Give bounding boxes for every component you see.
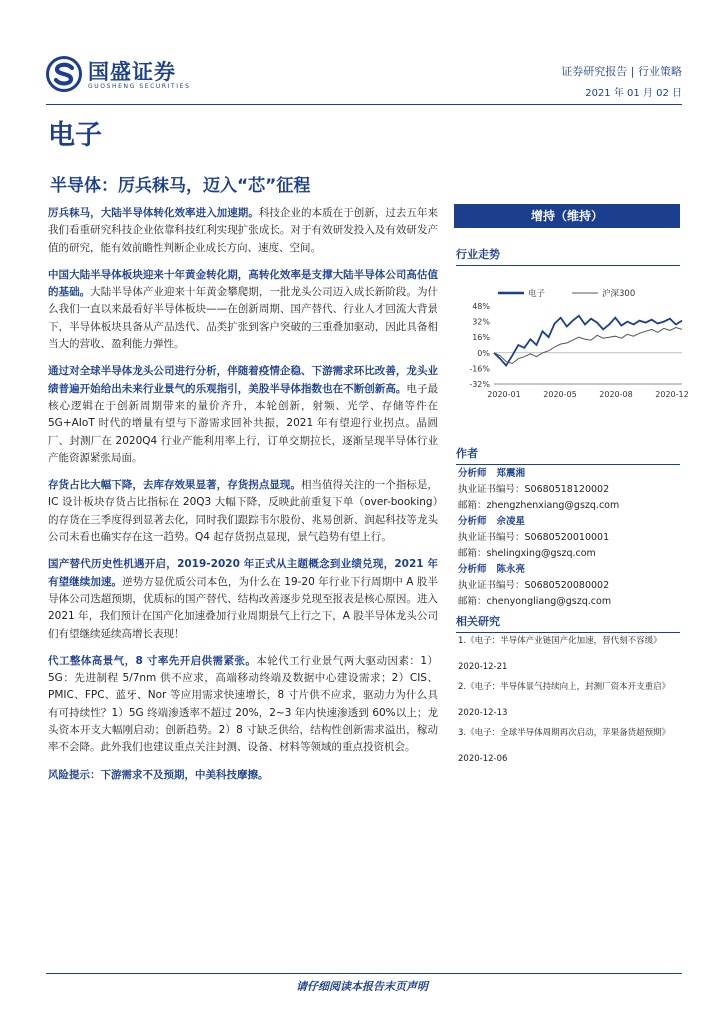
paragraph-3-text: 电子最核心逻辑在于创新周期带来的量价齐升，本轮创新，射频、光学、存储等件在 5G+AIoT 时代的增量有望与下游需求回补共振，2021 年有望迎行业拐点。晶圆厂、封测厂在 2020Q4 行业产能利用率上行，订单交期拉长，逐渐呈现半导体行业产能资源紧张局面。 <box>48 382 439 464</box>
industry-trend-chart <box>454 284 690 410</box>
logo-subtext: GUOSHENG SECURITIES <box>88 83 191 90</box>
y-tick-label: 48% <box>472 302 490 311</box>
analyst-card <box>458 514 682 562</box>
analyst-card <box>458 562 682 610</box>
paragraph-3-highlight: 通过对全球半导体龙头公司进行分析，伴随着疫情企稳、下游需求环比改善，龙头业绩普遍开始给出未来行业景气的乐观指引，美股半导体指数也在不断创新高。 <box>48 365 438 395</box>
related-date: 2020-12-21 <box>458 662 508 672</box>
paragraph-4-text: 相当值得关注的一个指标是，IC 设计板块存货占比指标在 20Q3 大幅下降，反映此前重复下单（over-booking）的存货在三季度得到显著去化，同时我们跟踪韦尔股份、兆易创新、润起科技等龙头公司未看也确实存在这一趋势。Q4 起存货拐点显现，景气趋势有望上行。 <box>48 479 438 544</box>
report-type: 证券研究报告 | 行业策略 <box>561 65 682 78</box>
paragraph-5-highlight: 国产替代历史性机遇开启，2019-2020 年正式从主题概念到业绩兑现，2021 年有望继续加速。 <box>48 558 438 588</box>
analyst-email[interactable]: 邮箱：shelingxing@gszq.com <box>458 548 596 559</box>
analyst-name: 陈永亮 <box>496 564 526 575</box>
analyst-role: 分析师 <box>458 516 487 527</box>
x-tick-label: 2020-08 <box>599 390 633 399</box>
related-title: 3.《电子：全球半导体周期再次启动，苹果备货超预期》 <box>458 728 671 738</box>
analyst-name: 佘凌星 <box>496 516 526 527</box>
paragraph-5-text: 逆势方显优质公司本色，为什么在 19-20 年行业下行周期中 A 股半导体公司迭超预期，优质标的国产替代、结构改善逐步兑现至报表是核心原因。进入 2021 年，我们预计在国产化加速叠加行业周期景气上行之下，A 股半导体龙头公司们有望继续延续高增长表现！ <box>48 575 438 640</box>
related-date: 2020-12-06 <box>458 754 508 764</box>
analyst-role: 分析师 <box>458 564 487 575</box>
analyst-cert: 执业证书编号：S0680520010001 <box>458 532 610 543</box>
paragraph-5 <box>48 556 438 642</box>
paragraph-6-text: 本轮代工行业景气两大驱动因素：1）5G：先进制程 5/7nm 供不应求，高端移动终端及数据中心建设需求；2）CIS、PMIC、FPC、蓝牙、Nor 等应用需求快速增长，8 寸片供不应求，驱动力为什么具有可持续性？1）5G 终端渗透率不超过 20%，2~3 年内快速渗透到 60%以上；龙头资本开支大幅刚启动；创新趋势。2）8 寸缺乏供给，结构性创新需求溢出，稼动率不会降。此外我们也建议重点关注封测、设备、材料等领域的重点投资机会。 <box>48 654 438 754</box>
risk-warning: 风险提示：下游需求不及预期，中美科技摩擦。 <box>48 768 269 781</box>
paragraph-6-highlight: 代工整体高景气，8 寸率先开启供需紧张。 <box>48 654 257 667</box>
paragraph-1-highlight: 厉兵秣马，大陆半导体转化效率进入加速期。 <box>48 207 259 219</box>
authors-heading: 作者 <box>456 445 680 465</box>
paragraph-2-text: 大陆半导体产业迎来十年黄金攀爬期，一批龙头公司迈入成长新阶段。为什么我们一直以来最看好半导体板块——在创新周期、国产替代、行业人才回流大背景下，半导体板块具备从产品迭代、品类扩张到客户突破的三重叠加驱动，因此具备相当大的营收、盈利能力弹性。 <box>48 286 439 351</box>
paragraph-2-highlight: 中国大陆半导体板块迎来十年黄金转化期，高转化效率是支撑大陆半导体公司高估值的基础。 <box>48 268 438 299</box>
rating-badge: 增持（维持） <box>454 204 680 228</box>
x-tick-label: 2020-12 <box>655 390 689 399</box>
analyst-name-line <box>458 562 682 578</box>
paragraph-4 <box>48 477 438 546</box>
industry-title: 电子 <box>48 120 102 151</box>
y-tick-label: 16% <box>472 333 490 343</box>
y-tick-label: 32% <box>472 317 490 327</box>
paragraph-1 <box>48 205 438 257</box>
analyst-email[interactable]: 邮箱：zhengzhenxiang@gszq.com <box>458 500 620 511</box>
related-item[interactable] <box>458 634 684 674</box>
related-item[interactable] <box>458 680 684 720</box>
report-body <box>48 205 438 794</box>
footer-disclaimer: 请仔细阅读本报告末页声明 <box>296 980 428 993</box>
paragraph-2 <box>48 267 438 353</box>
analyst-card <box>458 466 682 514</box>
analyst-cert: 执业证书编号：S0680520080002 <box>458 580 610 591</box>
trend-heading: 行业走势 <box>456 246 680 266</box>
x-tick-label: 2020-05 <box>543 390 577 399</box>
related-date: 2020-12-13 <box>458 708 508 718</box>
series-line-electronics <box>494 316 682 366</box>
paragraph-3 <box>48 363 438 467</box>
y-tick-label: -16% <box>469 364 490 374</box>
related-title: 1.《电子：半导体产业链国产化加速，替代刻不容缓》 <box>458 636 662 646</box>
footer-divider <box>46 973 682 974</box>
header-divider <box>46 104 682 105</box>
report-title: 半导体：厉兵秣马，迈入“芯”征程 <box>50 176 311 196</box>
paragraph-1-text: 科技企业的本质在于创新，过去五年来我们看重研究科技企业依靠科技红利实现扩张成长。对于有效研发投入及有效研发产值的研究，能有效前瞻性判断企业成长方向、速度、空间。 <box>48 207 439 254</box>
report-date: 2021 年 01 月 02 日 <box>585 88 682 99</box>
logo-text: 国盛证券 <box>88 60 176 84</box>
logo-icon <box>46 56 82 92</box>
related-heading: 相关研究 <box>456 613 680 633</box>
related-title: 2.《电子：半导体景气持续向上，封测厂资本开支重启》 <box>458 682 671 692</box>
analyst-cert: 执业证书编号：S0680518120002 <box>458 484 610 495</box>
analyst-email[interactable]: 邮箱：chenyongliang@gszq.com <box>458 596 612 607</box>
analyst-name: 郑震湘 <box>496 468 526 479</box>
legend-label: 沪深300 <box>602 289 636 299</box>
paragraph-4-highlight: 存货占比大幅下降，去库存效果显著，存货拐点显现。 <box>48 479 301 492</box>
company-logo <box>46 54 196 96</box>
y-tick-label: -32% <box>469 380 490 389</box>
analyst-name-line <box>458 466 682 482</box>
legend-label: 电子 <box>528 289 546 299</box>
series-line-hs300 <box>494 328 682 364</box>
analyst-role: 分析师 <box>458 468 487 479</box>
paragraph-6 <box>48 653 438 757</box>
analyst-name-line <box>458 514 682 530</box>
related-item[interactable] <box>458 726 684 766</box>
related-research-list <box>458 634 684 772</box>
y-tick-label: 0% <box>477 348 490 358</box>
x-tick-label: 2020-01 <box>487 390 521 399</box>
